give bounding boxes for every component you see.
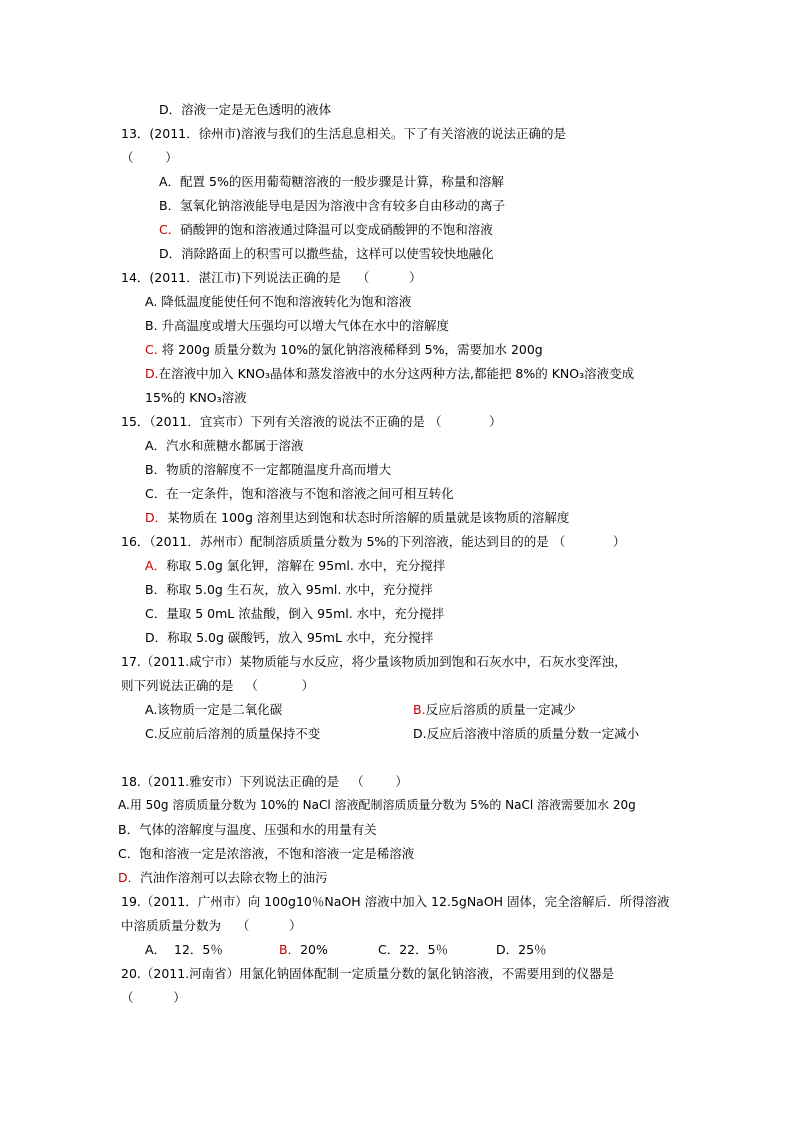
option-14d (145, 365, 634, 382)
option-17b (413, 701, 576, 718)
option-15d (145, 509, 569, 526)
option-text: A.该物质一定是二氧化碳 (145, 702, 283, 717)
option-text: A.用 50g 溶质质量分数为 10%的 NaCl 溶液配制溶质质量分数为 5%的 NaCl 溶液需要加水 20g (118, 798, 636, 812)
option-16a (145, 557, 445, 574)
option-18d (118, 869, 328, 886)
option-text: D．消除路面上的积雪可以撒些盐，这样可以使雪较快地融化 (159, 246, 494, 261)
option-text: B. 升高温度或增大压强均可以增大气体在水中的溶解度 (145, 318, 450, 333)
answer-letter: D． (145, 510, 168, 525)
question-text: 中溶质质量分数为 （ ） (121, 918, 302, 933)
option-16b (145, 581, 433, 598)
option-14d-cont (145, 389, 247, 406)
option-text: A．汽水和蔗糖水都属于溶液 (145, 438, 304, 453)
question-17-cont (121, 677, 314, 694)
option-text: 15%的 KNO₃溶液 (145, 390, 247, 405)
answer-letter: B. (413, 702, 426, 717)
option-15b (145, 461, 391, 478)
option-14a (145, 293, 411, 310)
question-text: 17.（2011.咸宁市）某物质能与水反应，将少量该物质加到饱和石灰水中，石灰水变浑浊， (121, 654, 627, 669)
question-17 (121, 653, 627, 670)
option-18b (118, 821, 377, 838)
option-text: 将 200g 质量分数为 10%的氯化钠溶液稀释到 5%，需要加水 200g (157, 342, 543, 357)
option-text: D．溶液一定是无色透明的液体 (159, 102, 332, 117)
option-19d (496, 941, 547, 958)
option-18c (118, 845, 414, 862)
option-13d (159, 245, 494, 262)
option-text: A. 降低温度能使任何不饱和溶液转化为饱和溶液 (145, 294, 412, 309)
option-15c (145, 485, 454, 502)
question-13-paren (121, 149, 178, 166)
answer-paren: （ ） (121, 990, 186, 1005)
question-text: 15．（2011．宜宾市）下列有关溶液的说法不正确的是 （ ） (121, 414, 502, 429)
option-text: 20% (300, 942, 328, 957)
option-text: B．氢氧化钠溶液能导电是因为溶液中含有较多自由移动的离子 (159, 198, 506, 213)
option-text: D.反应后溶液中溶质的质量分数一定减小 (413, 726, 640, 741)
option-17c (145, 725, 320, 742)
option-17d (413, 725, 639, 742)
option-19b (279, 941, 328, 958)
question-16 (121, 533, 625, 550)
option-17a (145, 701, 282, 718)
question-15 (121, 413, 502, 430)
answer-paren: （ ） (121, 150, 178, 165)
question-18 (121, 773, 408, 790)
option-19c (378, 941, 448, 958)
answer-letter: C. (145, 342, 158, 357)
option-text: A．配置 5%的医用葡萄糖溶液的一般步骤是计算，称量和溶解 (159, 174, 504, 189)
question-20 (121, 965, 614, 982)
option-15a (145, 437, 304, 454)
option-text: C．在一定条件，饱和溶液与不饱和溶液之间可相互转化 (145, 486, 454, 501)
answer-letter: B． (279, 942, 301, 957)
question-text: 20.（2011.河南省）用氯化钠固体配制一定质量分数的氯化钠溶液，不需要用到的仪器是 (121, 966, 615, 981)
question-text: 14．(2011．湛江市)下列说法正确的是 （ ） (121, 270, 422, 285)
question-20-paren (121, 989, 186, 1006)
option-14c (145, 341, 543, 358)
option-text: B．气体的溶解度与温度、压强和水的用量有关 (118, 822, 377, 837)
option-text: 在溶液中加入 KNO₃晶体和蒸发溶液中的水分这两种方法,都能把 8%的 KNO₃溶液变成 (158, 366, 635, 381)
option-text: 某物质在 100g 溶剂里达到饱和状态时所溶解的质量就是该物质的溶解度 (167, 510, 570, 525)
option-text: D．称取 5.0g 碳酸钙，放入 95mL 水中，充分搅拌 (145, 630, 434, 645)
answer-letter: A． (145, 558, 167, 573)
option-13b (159, 197, 505, 214)
option-14b (145, 317, 449, 334)
question-19-cont (121, 917, 302, 934)
answer-letter: C． (159, 222, 181, 237)
question-text: 则下列说法正确的是 （ ） (121, 678, 315, 693)
option-text: D．25％ (496, 942, 547, 957)
option-text: 硝酸钾的饱和溶液通过降温可以变成硝酸钾的不饱和溶液 (180, 222, 493, 237)
question-14 (121, 269, 422, 286)
option-text: C．饱和溶液一定是浓溶液，不饱和溶液一定是稀溶液 (118, 846, 415, 861)
option-text: 称取 5.0g 氯化钾，溶解在 95ml. 水中，充分搅拌 (166, 558, 446, 573)
question-text: 19.（2011．广州市）向 100g10％NaOH 溶液中加入 12.5gNaOH 固体，完全溶解后．所得溶液 (121, 894, 670, 909)
option-text: A． 12．5％ (145, 942, 223, 957)
option-16c (145, 605, 444, 622)
option-text: 反应后溶质的质量一定减少 (425, 702, 576, 717)
question-13 (121, 125, 566, 142)
answer-letter: D． (118, 870, 141, 885)
option-13a (159, 173, 504, 190)
option-text: 汽油作溶剂可以去除衣物上的油污 (140, 870, 328, 885)
option-19a (145, 941, 223, 958)
question-text: 16．（2011．苏州市）配制溶质质量分数为 5%的下列溶液，能达到目的的是 （ ） (121, 534, 626, 549)
answer-letter: D. (145, 366, 159, 381)
option-16d (145, 629, 433, 646)
option-12d (159, 101, 331, 118)
question-text: 13．(2011．徐州市)溶液与我们的生活息息相关。下了有关溶液的说法正确的是 (121, 126, 566, 141)
question-19 (121, 893, 670, 910)
option-18a (118, 797, 636, 814)
option-text: B．称取 5.0g 生石灰，放入 95ml. 水中，充分搅拌 (145, 582, 433, 597)
question-text: 18.（2011.雅安市）下列说法正确的是 （ ） (121, 774, 408, 789)
option-text: C．量取 5 0mL 浓盐酸，倒入 95ml. 水中，充分搅拌 (145, 606, 445, 621)
option-text: C.反应前后溶剂的质量保持不变 (145, 726, 321, 741)
option-13c (159, 221, 493, 238)
option-text: C．22．5％ (378, 942, 449, 957)
option-text: B．物质的溶解度不一定都随温度升高而增大 (145, 462, 392, 477)
